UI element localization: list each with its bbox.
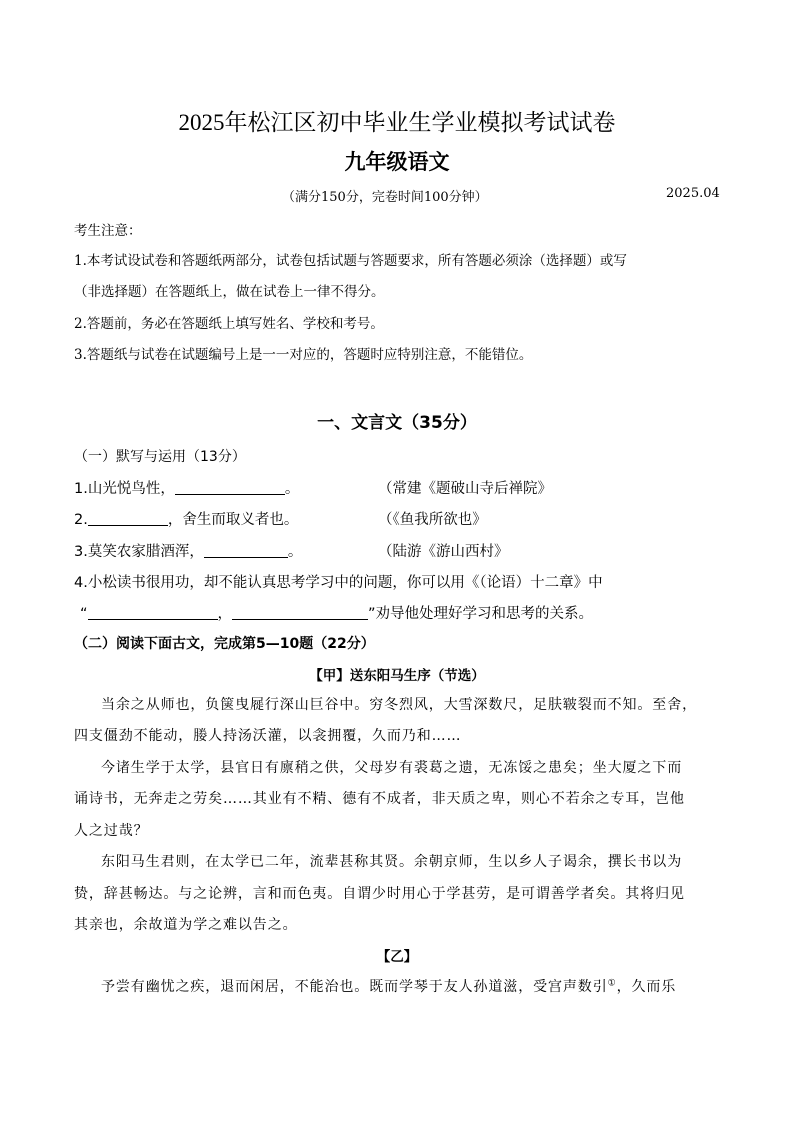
- passage-a-title: 【甲】送东阳马生序（节选）: [309, 668, 485, 684]
- score-info: （满分150分，完卷时间100分钟）: [282, 190, 488, 205]
- passage-a-paragraph-1-line-2: 四支僵劲不能动，媵人持汤沃灌，以衾拥覆，久而乃和……: [74, 728, 462, 744]
- passage-a-paragraph-3-line-1: 东阳马生君则，在太学已二年，流辈甚称其贤。余朝京师，生以乡人子谒余，撰长书以为: [101, 854, 683, 870]
- question-2-text: 2.: [74, 512, 88, 528]
- exam-date: 2025.04: [666, 186, 720, 201]
- question-4-line2: [80, 602, 593, 623]
- exam-title: 2025年松江区初中毕业生学业模拟考试试卷: [178, 110, 616, 135]
- question-4-line1: 4.小松读书很用功，却不能认真思考学习中的问题，你可以用《（论语）十二章》中: [74, 575, 603, 591]
- question-3-text: 3.莫笑农家腊酒浑，: [74, 544, 204, 560]
- question-4-open-quote: “: [80, 606, 88, 622]
- answer-blank[interactable]: [88, 511, 168, 526]
- question-3-source: （陆游《游山西村》: [378, 544, 509, 560]
- passage-b-title: 【乙】: [376, 949, 418, 965]
- question-4-comma: ，: [217, 606, 233, 622]
- passage-b-paragraph-1-line-1: [101, 976, 676, 996]
- question-1-source: （常建《题破山寺后禅院》: [378, 481, 552, 497]
- notice-item-1b: （非选择题）在答题纸上，做在试卷上一律不得分。: [74, 284, 385, 300]
- passage-a-paragraph-2-line-3: 人之过哉？: [74, 823, 149, 839]
- passage-b-text-tail: ，久而乐: [616, 979, 677, 995]
- question-2-source: （《鱼我所欲也》: [378, 512, 487, 528]
- question-1-text: 1.山光悦鸟性，: [74, 481, 175, 497]
- question-1-end: 。: [284, 481, 300, 497]
- answer-blank[interactable]: [232, 605, 368, 620]
- notice-item-3: 3.答题纸与试卷在试题编号上是一一对应的，答题时应特别注意，不能错位。: [74, 347, 533, 363]
- footnote-marker: ①: [607, 978, 617, 989]
- passage-a-paragraph-1-line-1: 当余之从师也，负箧曳屣行深山巨谷中。穷冬烈风，大雪深数尺，足肤皲裂而不知。至舍，: [101, 697, 697, 713]
- question-3: [74, 540, 302, 561]
- question-1: [74, 477, 299, 498]
- notice-item-2: 2.答题前，务必在答题纸上填写姓名、学校和考号。: [74, 316, 384, 332]
- question-3-end: 。: [287, 544, 303, 560]
- passage-b-text: 予尝有幽忧之疾，退而闲居，不能治也。既而学琴于友人孙道滋，受宫声数引: [101, 979, 608, 995]
- passage-a-paragraph-3-line-2: 贽，辞甚畅达。与之论辨，言和而色夷。自谓少时用心于学甚劳，是可谓善学者矣。其将归见: [74, 886, 685, 902]
- passage-a-paragraph-3-line-3: 其亲也，余故道为学之难以告之。: [74, 917, 298, 933]
- answer-blank[interactable]: [88, 605, 218, 620]
- question-4-end: ”劝导他处理好学习和思考的关系。: [368, 606, 594, 622]
- section-heading: 一、文言文（35分）: [317, 413, 477, 433]
- passage-a-paragraph-2-line-1: 今诸生学于太学，县官日有廪稍之供，父母岁有裘葛之遗，无冻馁之患矣；坐大厦之下而: [101, 760, 683, 776]
- question-2-rest: ，舍生而取义者也。: [167, 512, 299, 528]
- part1-heading: （一）默写与运用（13分）: [74, 449, 246, 465]
- answer-blank[interactable]: [204, 543, 288, 558]
- part2-heading: （二）阅读下面古文，完成第5—10题（22分）: [74, 636, 375, 652]
- answer-blank[interactable]: [175, 480, 285, 495]
- question-2: [74, 508, 298, 529]
- notice-item-1a: 1.本考试设试卷和答题纸两部分，试卷包括试题与答题要求，所有答题必须涂（选择题）或写: [74, 253, 627, 269]
- notice-heading: 考生注意：: [74, 223, 142, 239]
- exam-subtitle: 九年级语文: [344, 150, 450, 174]
- passage-a-paragraph-2-line-2: 诵诗书，无奔走之劳矣……其业有不精、德有不成者，非天质之卑，则心不若余之专耳，岂他: [74, 791, 685, 807]
